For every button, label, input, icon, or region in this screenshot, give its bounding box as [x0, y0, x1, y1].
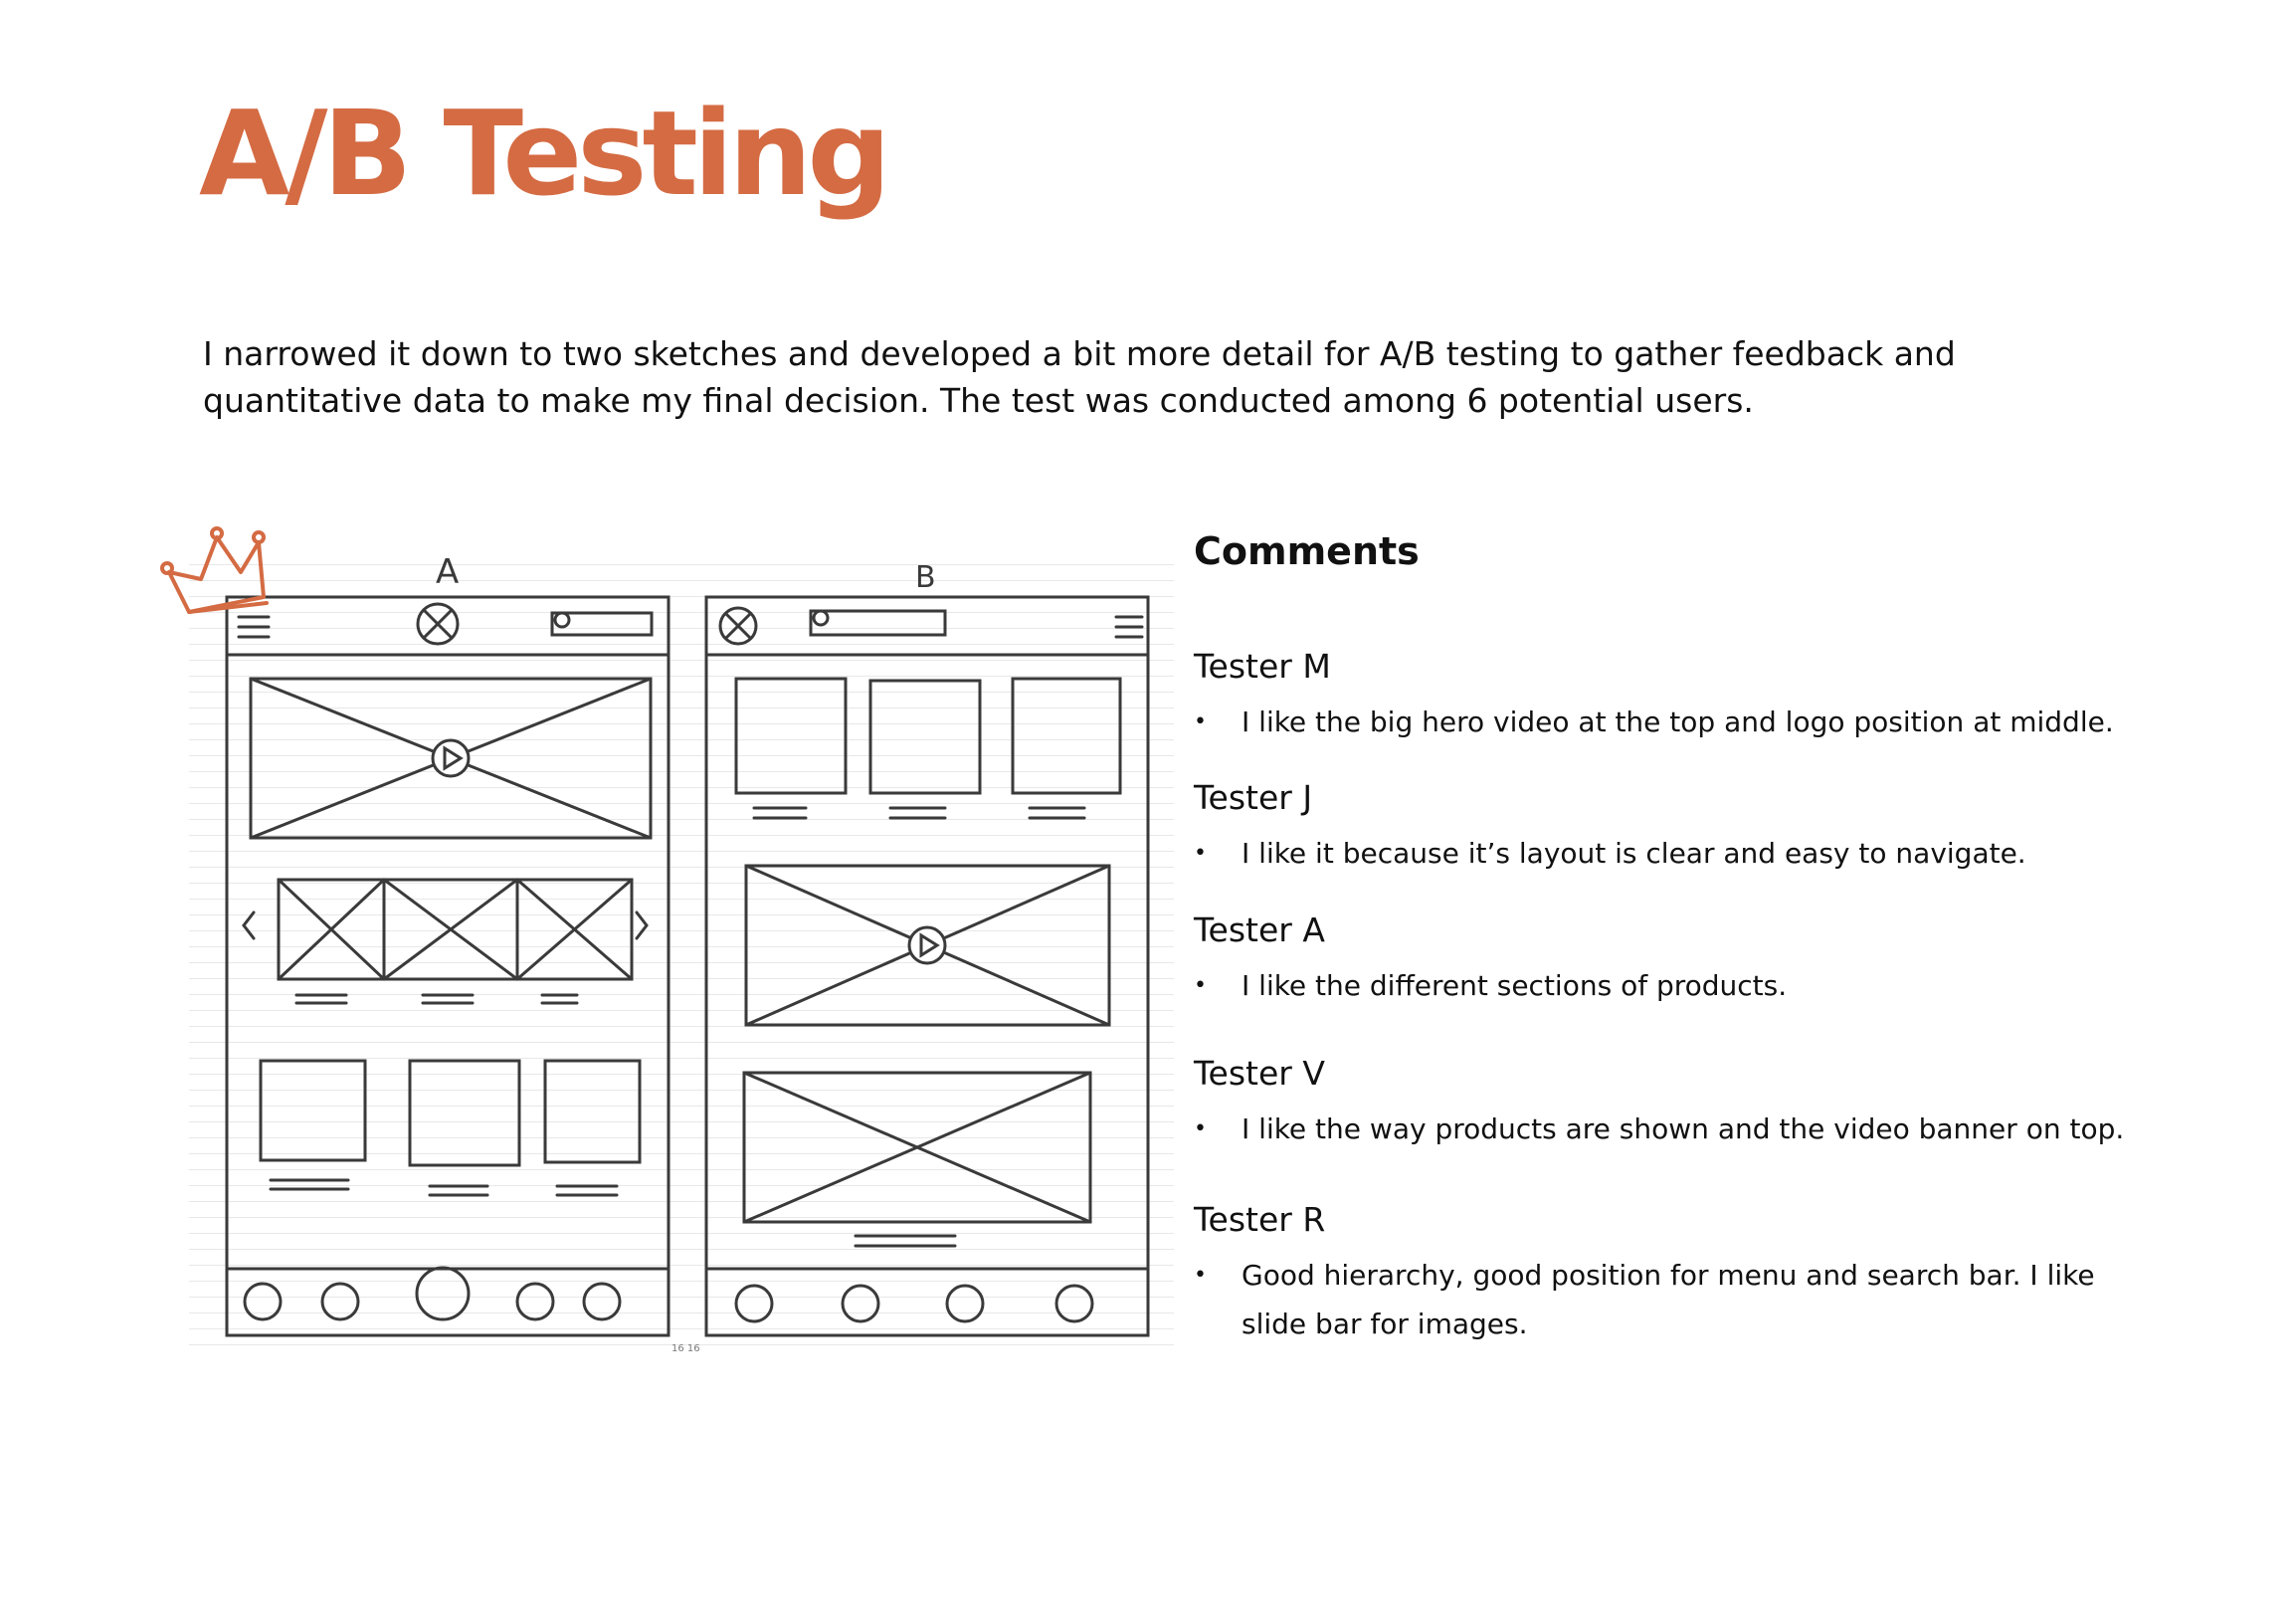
bullet-icon: •	[1194, 1116, 1207, 1141]
bullet-icon: •	[1194, 1263, 1207, 1288]
sketch-label-b: B	[915, 560, 936, 595]
tester-comment-block	[1194, 647, 2149, 746]
tester-comment-text: Good hierarchy, good position for menu and search bar. I like slide bar for images.	[1242, 1259, 2095, 1340]
tester-name: Tester A	[1194, 910, 1325, 949]
page-title: A/B Testing	[199, 85, 886, 222]
tester-comment-block	[1194, 910, 2149, 1010]
tester-comment-block	[1194, 1054, 2149, 1153]
bullet-icon: •	[1194, 973, 1207, 998]
intro-paragraph: I narrowed it down to two sketches and developed a bit more detail for A/B testing to gather feedback and quantitative data to make my final decision. The test was conducted among 6 potential users.	[203, 334, 1956, 420]
tester-comment-text: I like it because it’s layout is clear and easy to navigate.	[1242, 837, 2026, 870]
tester-comment-block	[1194, 778, 2149, 878]
sketch-page-numbers: 16 16	[671, 1343, 700, 1353]
tester-comment-text: I like the different sections of products.	[1242, 969, 1788, 1002]
sketch-label-a: A	[436, 552, 460, 592]
bullet-icon: •	[1194, 709, 1207, 734]
wireframe-sketch-image	[159, 517, 1174, 1353]
tester-name: Tester V	[1194, 1054, 1325, 1093]
tester-name: Tester M	[1194, 647, 1331, 686]
bullet-icon: •	[1194, 841, 1207, 866]
tester-name: Tester R	[1194, 1200, 1326, 1239]
tester-comment-text: I like the way products are shown and the video banner on top.	[1242, 1112, 2125, 1145]
tester-comment-block	[1194, 1200, 2149, 1348]
tester-name: Tester J	[1194, 778, 1313, 817]
tester-comment-text: I like the big hero video at the top and logo position at middle.	[1242, 706, 2114, 738]
comments-heading: Comments	[1194, 529, 1420, 573]
